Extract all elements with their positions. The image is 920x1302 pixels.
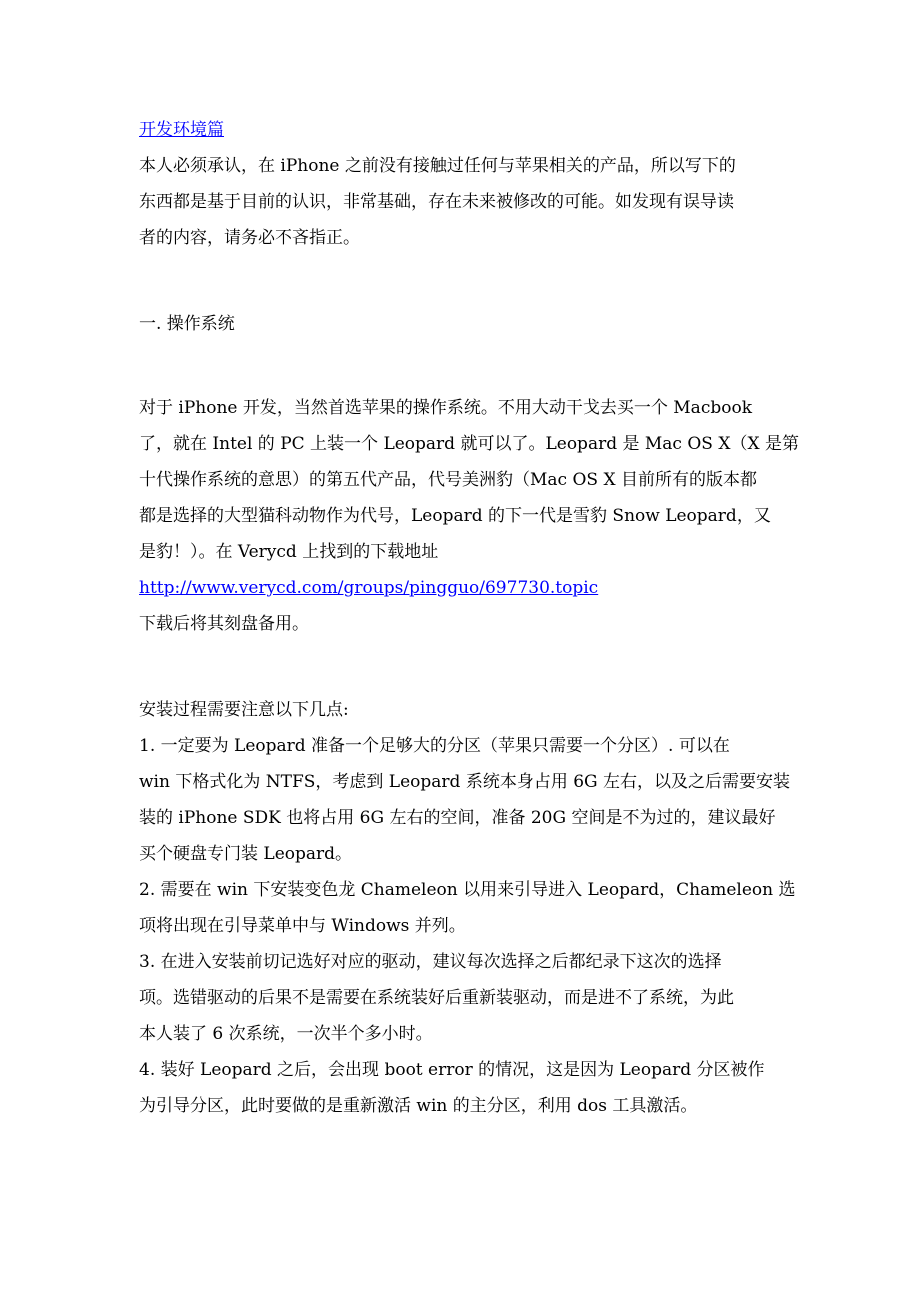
note-line: 本人装了 6 次系统，一次半个多小时。 — [139, 1024, 433, 1044]
notes-intro: 安装过程需要注意以下几点: — [139, 700, 349, 720]
note-line: 装的 iPhone SDK 也将占用 6G 左右的空间，准备 20G 空间是不为过的，建议最好 — [139, 808, 776, 828]
note-line: 1. 一定要为 Leopard 准备一个足够大的分区（苹果只需要一个分区）. 可以在 — [139, 736, 730, 756]
note-line: 项。选错驱动的后果不是需要在系统装好后重新装驱动，而是进不了系统，为此 — [139, 988, 734, 1008]
note-line: 2. 需要在 win 下安装变色龙 Chameleon 以用来引导进入 Leopard，Chameleon 选 — [139, 880, 796, 900]
intro-line-2: 东西都是基于目前的认识，非常基础，存在未来被修改的可能。如发现有误导读 — [139, 192, 734, 212]
os-paragraph-line-3: 十代操作系统的意思）的第五代产品，代号美洲豹（Mac OS X 目前所有的版本都 — [139, 470, 757, 490]
note-line: 项将出现在引导菜单中与 Windows 并列。 — [139, 916, 466, 936]
os-paragraph-line-1: 对于 iPhone 开发，当然首选苹果的操作系统。不用大动干戈去买一个 Macbook — [139, 398, 752, 418]
os-paragraph-line-2: 了，就在 Intel 的 PC 上装一个 Leopard 就可以了。Leopard 是 Mac OS X（X 是第 — [139, 434, 799, 454]
note-line: 为引导分区，此时要做的是重新激活 win 的主分区，利用 dos 工具激活。 — [139, 1096, 698, 1116]
os-paragraph-line-4: 都是选择的大型猫科动物作为代号，Leopard 的下一代是雪豹 Snow Leopard，又 — [139, 506, 771, 526]
note-line: 4. 装好 Leopard 之后，会出现 boot error 的情况，这是因为 Leopard 分区被作 — [139, 1060, 765, 1080]
intro-line-3: 者的内容，请务必不吝指正。 — [139, 228, 360, 248]
download-link[interactable]: http://www.verycd.com/groups/pingguo/697730.topic — [139, 578, 599, 598]
section-heading: 一. 操作系统 — [139, 314, 235, 334]
intro-line-1: 本人必须承认，在 iPhone 之前没有接触过任何与苹果相关的产品，所以写下的 — [139, 156, 736, 176]
title-link[interactable]: 开发环境篇 — [139, 120, 224, 140]
os-paragraph-line-5: 是豹！）。在 Verycd 上找到的下载地址 — [139, 542, 439, 562]
after-link-text: 下载后将其刻盘备用。 — [139, 614, 309, 634]
note-line: win 下格式化为 NTFS，考虑到 Leopard 系统本身占用 6G 左右，以及之后需要安装 — [139, 772, 791, 792]
note-line: 3. 在进入安装前切记选好对应的驱动，建议每次选择之后都纪录下这次的选择 — [139, 952, 722, 972]
note-line: 买个硬盘专门装 Leopard。 — [139, 844, 353, 864]
